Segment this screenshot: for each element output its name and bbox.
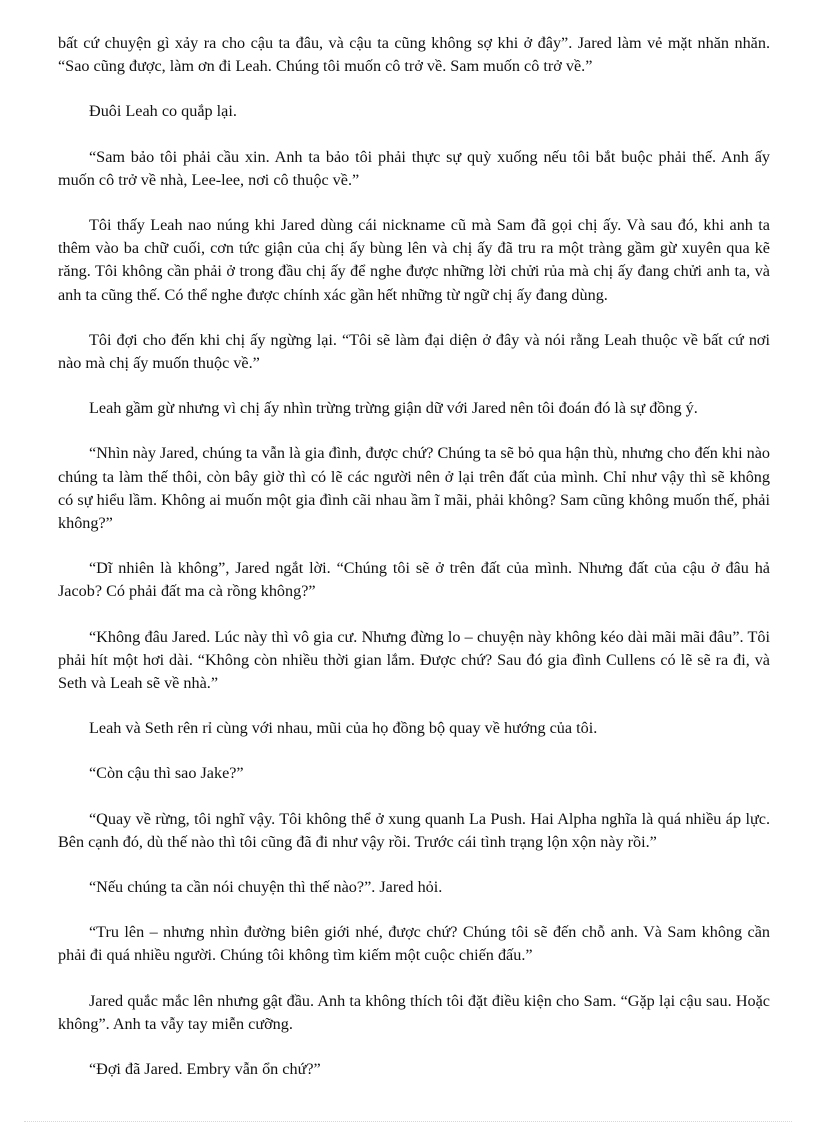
paragraph-1: bất cứ chuyện gì xảy ra cho cậu ta đâu, và cậu ta cũng không sợ khi ở đây”. Jared làm vẻ mặt nhăn nhăn. “Sao cũng được, làm ơn đi Leah. Chúng tôi muốn cô trở về. Sam muốn cô trở về.” [58,34,770,76]
paragraph-3: “Sam bảo tôi phải cầu xin. Anh ta bảo tôi phải thực sự quỳ xuống nếu tôi bắt buộc phải thế. Anh ấy muốn cô trở về nhà, Lee-lee, nơi cô thuộc về.” [58,147,770,189]
paragraph-4: Tôi thấy Leah nao núng khi Jared dùng cái nickname cũ mà Sam đã gọi chị ấy. Và sau đó, khi anh ta thêm vào ba chữ cuối, cơn tức giận của chị ấy bùng lên và chị ấy đã tru ra một tràng gầm gừ xuyên qua kẽ răng. Tôi không cần phải ở trong đầu chị ấy để nghe được những lời chửi rủa mà chị ấy đang chửi anh ta, và anh ta cũng thế. Có thể nghe được chính xác gần hết những từ ngữ chị ấy đang dùng. [58,216,770,304]
paragraph-7: “Nhìn này Jared, chúng ta vẫn là gia đình, được chứ? Chúng ta sẽ bỏ qua hận thù, nhưng cho đến khi nào chúng ta làm thế thôi, còn bây giờ thì có lẽ các người nên ở lại trên đất của mình. Chỉ như vậy thì sẽ không có sự hiểu lầm. Không ai muốn một gia đình cãi nhau ầm ĩ mãi, phải không? Sam cũng không muốn thế, phải không?” [58,444,770,533]
document-page [58,32,770,1103]
paragraph-8: “Dĩ nhiên là không”, Jared ngắt lời. “Chúng tôi sẽ ở trên đất của mình. Nhưng đất của cậu ở đâu hả Jacob? Có phải đất ma cà rồng không?” [58,559,770,601]
paragraph-2: Đuôi Leah co quắp lại. [89,102,237,121]
paragraph-13: “Nếu chúng ta cần nói chuyện thì thế nào?”. Jared hỏi. [89,878,443,897]
paragraph-6: Leah gầm gừ nhưng vì chị ấy nhìn trừng trừng giận dữ với Jared nên tôi đoán đó là sự đồng ý. [89,399,698,418]
paragraph-12: “Quay về rừng, tôi nghĩ vậy. Tôi không thể ở xung quanh La Push. Hai Alpha nghĩa là quá nhiều áp lực. Bên cạnh đó, dù thế nào thì tôi cũng đã đi như vậy rồi. Trước cái tình trạng lộn xộn này rồi.” [58,809,770,851]
paragraph-10: Leah và Seth rên rỉ cùng với nhau, mũi của họ đồng bộ quay về hướng của tôi. [89,719,598,738]
paragraph-16: “Đợi đã Jared. Embry vẫn ổn chứ?” [89,1060,321,1079]
paragraph-5: Tôi đợi cho đến khi chị ấy ngừng lại. “Tôi sẽ làm đại diện ở đây và nói rằng Leah thuộc về bất cứ nơi nào mà chị ấy muốn thuộc về.” [58,330,770,373]
paragraph-9: “Không đâu Jared. Lúc này thì vô gia cư. Nhưng đừng lo – chuyện này không kéo dài mãi mãi đâu”. Tôi phải hít một hơi dài. “Không còn nhiều thời gian lắm. Được chứ? Sau đó gia đình Cullens có lẽ sẽ ra đi, và Seth và Leah sẽ về nhà.” [58,627,770,693]
paragraph-14: “Tru lên – nhưng nhìn đường biên giới nhé, được chứ? Chúng tôi sẽ đến chỗ anh. Và Sam không cần phải đi quá nhiều người. Chúng tôi không tìm kiếm một cuộc chiến đấu.” [58,923,770,965]
page-bottom-divider [24,1121,792,1122]
paragraph-15: Jared quắc mắc lên nhưng gật đầu. Anh ta không thích tôi đặt điều kiện cho Sam. “Gặp lại cậu sau. Hoặc không”. Anh ta vẫy tay miễn cưỡng. [58,991,770,1033]
paragraph-11: “Còn cậu thì sao Jake?” [89,764,244,783]
